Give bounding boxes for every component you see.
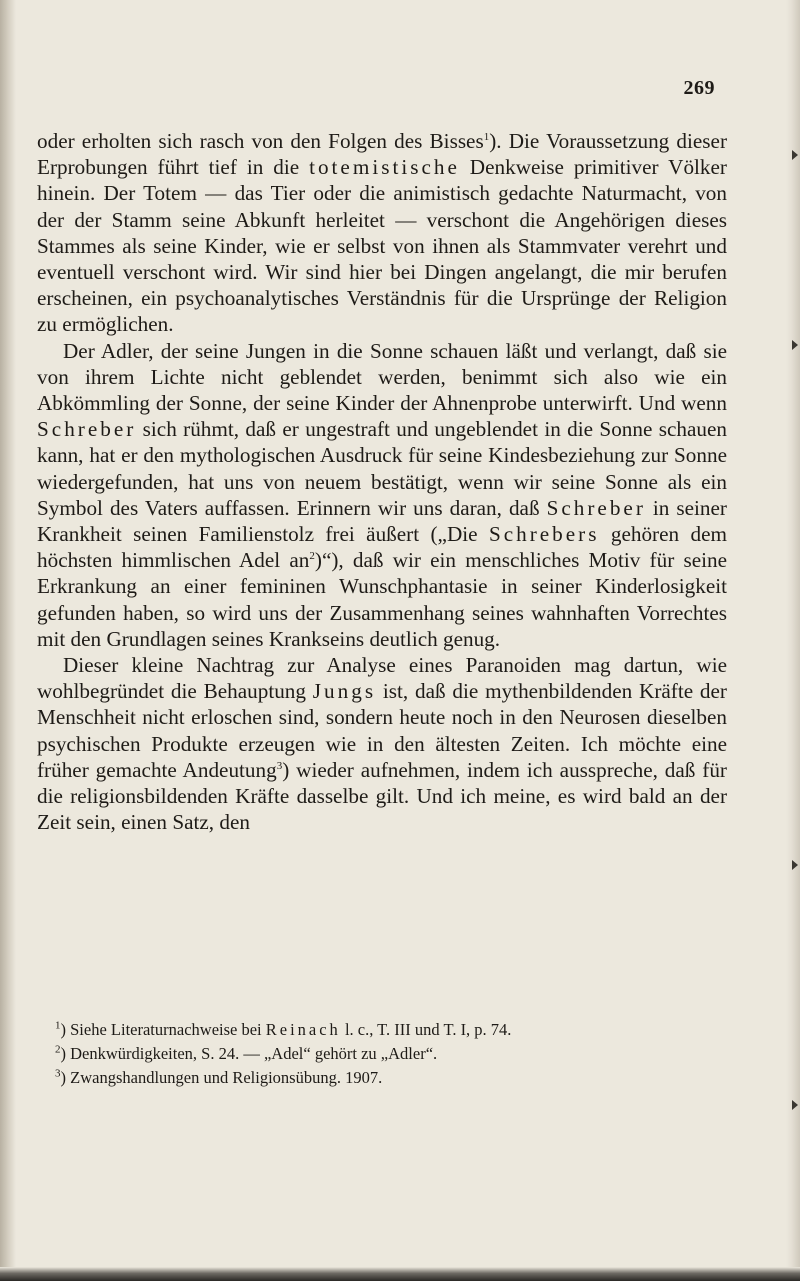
- paragraph: Der Adler, der seine Jungen in die Sonne schauen läßt und verlangt, daß sie von ihrem Lichte nicht geblendet werden, benimmt sich also wie ein Abkömmling der Sonne, der seine Kinder der Ahnenprobe unterwirft. Und wenn Schreber sich rühmt, daß er ungestraft und ungeblendet in die Sonne schauen kann, hat er den mythologischen Ausdruck für seine Kindesbeziehung zur Sonne wiedergefunden, hat uns von neuem bestätigt, wenn wir seine Sonne als ein Symbol des Vaters auffassen. Erinnern wir uns daran, daß Schreber in seiner Krankheit seinen Familienstolz frei äußert („Die Schrebers gehören dem höchsten himmlischen Adel $an^2)“$), daß wir ein menschliches Motiv für seine Erkrankung an einer femininen Wunschphantasie in seiner Kinderlosigkeit gefunden haben, so wird uns der Zusammenhang seines wahnhaften Vorrechtes mit den Grundlagen seines Krankseins deutlich genug.: [37, 338, 727, 651]
- spaced-name: Schreber: [37, 417, 137, 442]
- footnote-mark: 3: [55, 1067, 61, 1080]
- footnote: $^2$) Denkwürdigkeiten, S. 24. — „Adel“ gehört zu „Adler“.: [55, 1043, 438, 1063]
- page-number: 269: [683, 77, 715, 99]
- spaced-name: totemistische: [309, 155, 460, 180]
- scan-shadow-right: [786, 0, 800, 1281]
- footnote-ref: 2: [309, 550, 315, 563]
- paragraph: oder erholten sich rasch von den Folgen des Bisses$^1$). Die Voraussetzung dieser Erprobungen führt tief in die totemistische Denkweise primitiver Völker hinein. Der Totem — das Tier oder die animistisch gedachte Naturmacht, von der der Stamm seine Abkunft herleitet — verschont die Angehörigen dieses Stammes als seine Kinder, wie er selbst von ihnen als Stammvater verehrt und eventuell verschont wird. Wir sind hier bei Dingen angelangt, die mir berufen erscheinen, ein psychoanalytisches Verständnis für die Ursprünge der Religion zu ermöglichen.: [37, 129, 727, 337]
- body-text: [37, 128, 727, 835]
- footnote-mark: 1: [55, 1019, 61, 1032]
- spaced-name: Reinach: [265, 1020, 341, 1039]
- footnote-ref: 1: [483, 130, 490, 143]
- scan-shadow-bottom: [0, 1267, 800, 1281]
- footnote-ref: 3: [276, 759, 283, 772]
- spaced-name: Schreber: [546, 495, 646, 520]
- scan-shadow-left: [0, 0, 16, 1281]
- footnote: $^1$) Siehe Literaturnachweise bei Reinach l. c., T. III und T. I, p. 74.: [55, 1019, 512, 1039]
- spaced-name: Schrebers: [488, 522, 600, 547]
- footnote-mark: 2: [55, 1043, 61, 1056]
- paragraph: Dieser kleine Nachtrag zur Analyse eines Paranoiden mag dartun, wie wohlbegründet die Behauptung Jungs ist, daß die mythenbildenden Kräfte der Menschheit nicht erloschen sind, sondern heute noch in den Neurosen dieselben psychischen Produkte erzeugen wie in den ältesten Zeiten. Ich möchte eine früher gemachte Andeutung$^3$) wieder aufnehmen, indem ich ausspreche, daß für die religionsbildenden Kräfte dasselbe gilt. Und ich meine, es wird bald an der Zeit sein, einen Satz, den: [37, 653, 727, 835]
- footnotes: [55, 1018, 725, 1090]
- footnote: $^3$) Zwangshandlungen und Religionsübung. 1907.: [55, 1067, 383, 1087]
- spaced-name: Jungs: [312, 679, 377, 704]
